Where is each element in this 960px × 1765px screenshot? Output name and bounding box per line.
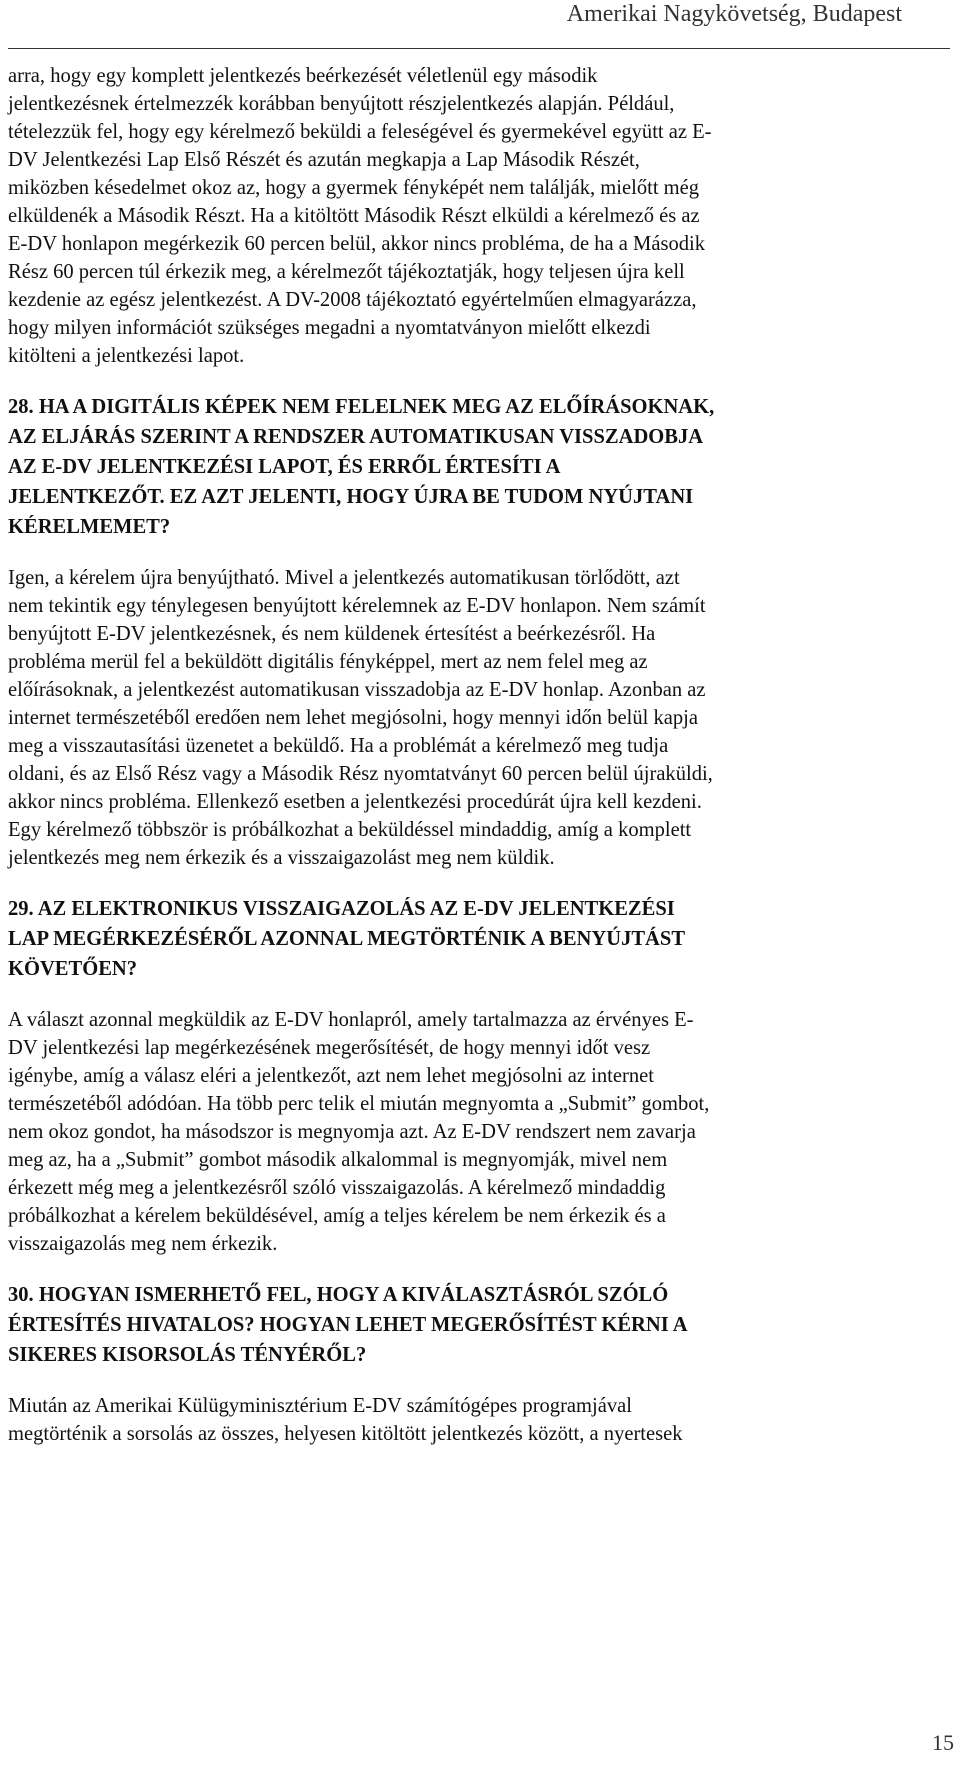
- answer-28-line: nem tekintik egy ténylegesen benyújtott kérelemnek az E-DV honlapon. Nem számít: [8, 595, 706, 617]
- paragraph-intro-line: hogy milyen információt szükséges megadni a nyomtatványon mielőtt elkezdi: [8, 317, 651, 339]
- header-title: Amerikai Nagykövetség, Budapest: [566, 1, 902, 27]
- answer-29-line: A választ azonnal megküldik az E-DV honlapról, amely tartalmazza az érvényes E-: [8, 1009, 694, 1031]
- question-28: [8, 392, 954, 542]
- paragraph-intro-line: kitölteni a jelentkezési lapot.: [8, 345, 245, 367]
- question-28-line: 28. HA A DIGITÁLIS KÉPEK NEM FELELNEK MEG AZ ELŐÍRÁSOKNAK,: [8, 396, 715, 418]
- answer-30-line: megtörténik a sorsolás az összes, helyesen kitöltött jelentkezés között, a nyertesek: [8, 1423, 683, 1445]
- paragraph-intro-line: elküldenék a Második Részt. Ha a kitöltött Második Részt elküldi a kérelmező és az: [8, 205, 700, 227]
- answer-29-line: visszaigazolás meg nem érkezik.: [8, 1233, 278, 1255]
- answer-28-line: Igen, a kérelem újra benyújtható. Mivel a jelentkezés automatikusan törlődött, azt: [8, 567, 680, 589]
- answer-28-line: akkor nincs probléma. Ellenkező esetben a jelentkezési procedúrát újra kell kezdeni.: [8, 791, 702, 813]
- question-28-line: AZ ELJÁRÁS SZERINT A RENDSZER AUTOMATIKUSAN VISSZADOBJA: [8, 426, 704, 448]
- paragraph-intro: [8, 62, 954, 370]
- paragraph-intro-line: DV Jelentkezési Lap Első Részét és azután megkapja a Lap Második Részét,: [8, 149, 640, 171]
- answer-28-line: probléma merül fel a beküldött digitális fényképpel, mert az nem felel meg az: [8, 651, 648, 673]
- answer-28-line: meg a visszautasítási üzenetet a beküldő. Ha a problémát a kérelmező meg tudja: [8, 735, 669, 757]
- question-29-line: 29. AZ ELEKTRONIKUS VISSZAIGAZOLÁS AZ E-DV JELENTKEZÉSI: [8, 898, 675, 920]
- answer-28-line: oldani, és az Első Rész vagy a Második Rész nyomtatványt 60 percen belül újraküldi,: [8, 763, 713, 785]
- paragraph-intro-line: Rész 60 percen túl érkezik meg, a kérelmezőt tájékoztatják, hogy teljesen újra kell: [8, 261, 685, 283]
- paragraph-intro-line: arra, hogy egy komplett jelentkezés beérkezését véletlenül egy második: [8, 65, 598, 87]
- answer-29: [8, 1006, 954, 1258]
- question-29-line: KÖVETŐEN?: [8, 958, 138, 980]
- answer-28-line: internet természetéből eredően nem lehet megjósolni, hogy mennyi időn belül kapja: [8, 707, 698, 729]
- document-body: [8, 62, 954, 1470]
- answer-30: [8, 1392, 954, 1448]
- answer-28: [8, 564, 954, 872]
- answer-28-line: előírásoknak, a jelentkezést automatikusan visszadobja az E-DV honlap. Azonban az: [8, 679, 706, 701]
- answer-28-line: benyújtott E-DV jelentkezésnek, és nem küldenek értesítést a beérkezésről. Ha: [8, 623, 656, 645]
- question-29: [8, 894, 954, 984]
- question-30-line: SIKERES KISORSOLÁS TÉNYÉRŐL?: [8, 1344, 367, 1366]
- header-divider: [8, 48, 950, 49]
- question-29-line: LAP MEGÉRKEZÉSÉRŐL AZONNAL MEGTÖRTÉNIK A BENYÚJTÁST: [8, 928, 686, 950]
- paragraph-intro-line: miközben késedelmet okoz az, hogy a gyermek fényképét nem találják, mielőtt még: [8, 177, 700, 199]
- answer-29-line: nem okoz gondot, ha másodszor is megnyomja azt. Az E-DV rendszert nem zavarja: [8, 1121, 696, 1143]
- paragraph-intro-line: jelentkezésnek értelmezzék korábban benyújtott részjelentkezés alapján. Például,: [8, 93, 675, 115]
- answer-29-line: érkezett még meg a jelentkezésről szóló visszaigazolás. A kérelmező mindaddig: [8, 1177, 666, 1199]
- question-28-line: AZ E-DV JELENTKEZÉSI LAPOT, ÉS ERRŐL ÉRTESÍTI A: [8, 456, 561, 478]
- question-28-line: JELENTKEZŐT. EZ AZT JELENTI, HOGY ÚJRA BE TUDOM NYÚJTANI: [8, 486, 694, 508]
- answer-28-line: Egy kérelmező többször is próbálkozhat a beküldéssel mindaddig, amíg a komplett: [8, 819, 692, 841]
- question-28-line: KÉRELMEMET?: [8, 516, 171, 538]
- answer-29-line: meg az, ha a „Submit” gombot második alkalommal is megnyomják, mivel nem: [8, 1149, 668, 1171]
- question-30-line: 30. HOGYAN ISMERHETŐ FEL, HOGY A KIVÁLASZTÁSRÓL SZÓLÓ: [8, 1284, 669, 1306]
- answer-29-line: próbálkozhat a kérelem beküldésével, amíg a teljes kérelem be nem érkezik és a: [8, 1205, 666, 1227]
- question-30: [8, 1280, 954, 1370]
- paragraph-intro-line: E-DV honlapon megérkezik 60 percen belül, akkor nincs probléma, de ha a Második: [8, 233, 705, 255]
- paragraph-intro-line: kezdenie az egész jelentkezést. A DV-2008 tájékoztató egyértelműen elmagyarázza,: [8, 289, 697, 311]
- answer-29-line: természetéből adódóan. Ha több perc telik el miután megnyomta a „Submit” gombot,: [8, 1093, 710, 1115]
- question-30-line: ÉRTESÍTÉS HIVATALOS? HOGYAN LEHET MEGERŐSÍTÉST KÉRNI A: [8, 1314, 688, 1336]
- answer-28-line: jelentkezés meg nem érkezik és a visszaigazolást meg nem küldik.: [8, 847, 555, 869]
- page-number: 15: [932, 1730, 954, 1755]
- answer-29-line: DV jelentkezési lap megérkezésének megerősítését, de hogy mennyi időt vesz: [8, 1037, 651, 1059]
- paragraph-intro-line: tételezzük fel, hogy egy kérelmező beküldi a feleségével és gyermekével együtt az E-: [8, 121, 712, 143]
- page-header: [0, 0, 960, 52]
- answer-29-line: igénybe, amíg a válasz eléri a jelentkezőt, azt nem lehet megjósolni az internet: [8, 1065, 654, 1087]
- answer-30-line: Miután az Amerikai Külügyminisztérium E-DV számítógépes programjával: [8, 1395, 632, 1417]
